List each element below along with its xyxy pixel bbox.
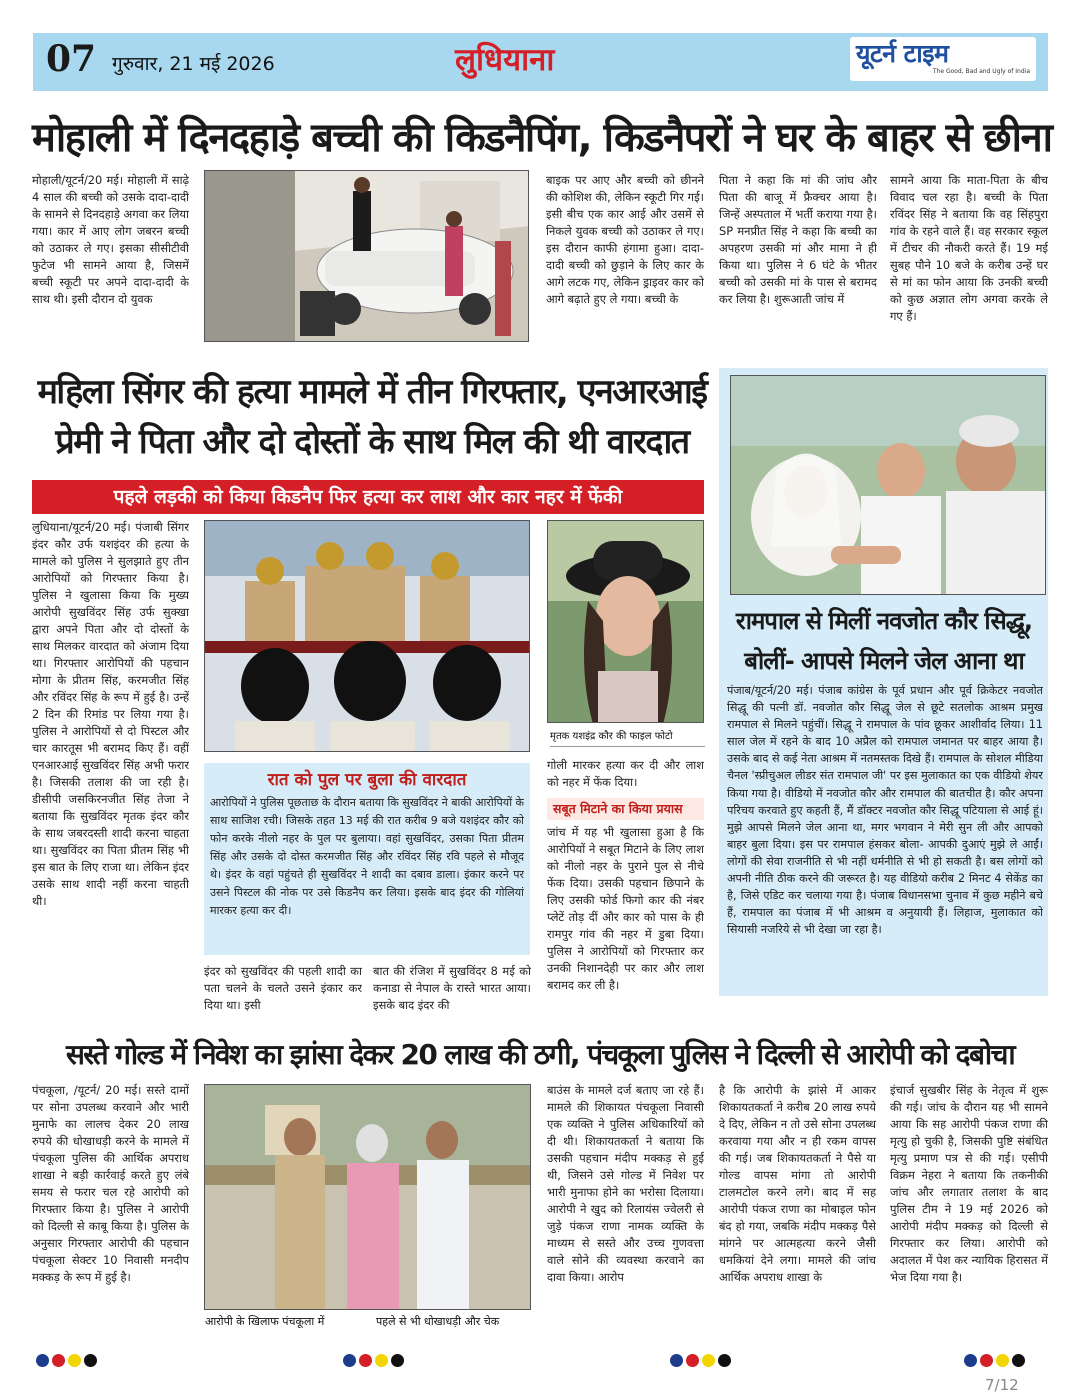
registration-dot — [84, 1354, 97, 1367]
story3-text: पंजाब/यूटर्न/20 मई। पंजाब कांग्रेस के पूर्व प्रधान और पूर्व क्रिकेटर नवजोत सिद्धू की पत्नी डॉ. नवजोत कौर सिद्धू जेल से छूटे सतलोक आश्रम प्रमुख रामपाल से मिलने पहुंचीं। सिद्धू ने रामपाल के पांव छूकर आशीर्वाद लिया। 11 साल जेल में रहने के बाद 10 अप्रैल को रामपाल जमानत पर बाहर आया है। उसके बाद से कई नेता आश्रम में नतमस्तक दिखे हैं। रामपाल के सोशल मीडिया चैनल 'स्प्रीचुअल लीडर संत रामपाल जी' पर इस मुलाकात का एक वीडियो शेयर किया गया है। वीडियो में नवजोत कौर और रामपाल की बातचीत है। कौर अपना परिचय करवाते हुए कहती हैं, मैं डॉक्टर नवजोत कौर सिद्धू पटियाला से आई हूं। मुझे आपसे मिलने जेल आना था, मगर भगवान ने मेरी सुन ली और आपको बाहर बुला दिया। इस पर रामपाल हंसकर बोला- आपकी दुआएं मुझे ले आईं। लोगों की सेवा राजनीति से भी नहीं धर्मनीति से भी हो सकती है। बस लोगों को अपनी नीति ठीक करने की जरूरत है। यह वीडियो करीब 2 मिनट 4 सेकेंड का है, जिसे एडिट कर चलाया गया है। पंजाब विधानसभा चुनाव में कुछ महीने बचे हैं, रामपाल का पंजाब में भी आश्रम व अनुयायी हैं। लिहाज, मुलाकात को सियासी नजरिये से भी देखा जा रहा है। — [727, 684, 1043, 937]
registration-dot — [68, 1354, 81, 1367]
registration-marks-2 — [343, 1352, 407, 1371]
story3-photo — [730, 375, 1046, 595]
story2-bottom-col2: बात की रंजिश में सुखविंदर 8 मई को कनाडा से नेपाल के रास्ते भारत आया। इसके बाद इंदर की — [373, 964, 531, 1012]
story4-headline: सस्ते गोल्ड में निवेश का झांसा देकर 20 लाख की ठगी, पंचकूला पुलिस ने दिल्ली से आरोपी को दबोचा — [65, 1038, 1015, 1071]
story2-headline-line2: प्रेमी ने पिता और दो दोस्तों के साथ मिल की थी वारदात — [55, 422, 689, 462]
story1-col2: बाइक पर आए और बच्ची को छीनने की कोशिश की, लेकिन स्कूटी गिर गई। इसी बीच एक कार आई और उसमें से निकले युवक बच्ची को उठाकर ले गए। इस दौरान काफी हंगामा हुआ। दादा-दादी बच्ची को छुड़ाने के लिए कार के आगे लटक गए, लेकिन ड्राइवर कार को आगे बढ़ाते हुए ले गया। बच्ची के — [546, 173, 704, 306]
story1-col4: सामने आया कि माता-पिता के बीच विवाद चल रहा है। बच्ची के पिता रविंदर सिंह ने बताया कि वह सिंहपुरा गांव के रहने वाले हैं। वह सरकार स्कूल में टीचर की नौकरी करते हैं। 19 मई सुबह पौने 10 बजे के करीब उन्हें घर से मां का फोन आया कि उनकी बच्ची को कुछ अज्ञात लोग अगवा करके ले गए हैं। — [890, 173, 1048, 323]
story2-sub-title: सबूत मिटाने का किया प्रयास — [547, 798, 704, 820]
page-number: 07 — [46, 38, 97, 80]
registration-dot — [1012, 1354, 1025, 1367]
story1-col3: पिता ने कहा कि मां की जांघ और पिता की बाजू में फ्रैक्चर आया है। जिन्हें अस्पताल में भर्ती कराया गया है। SP मनप्रीत सिंह ने कहा कि बच्ची का अपहरण उसकी मां और मामा ने ही किया था। पुलिस ने 6 घंटे के भीतर बच्ची को उसकी मां के पास से बरामद कर लिया है। शुरूआती जांच में — [719, 173, 877, 306]
story4-arrest-photo — [204, 1084, 531, 1310]
registration-dot — [343, 1354, 356, 1367]
registration-marks-4 — [964, 1352, 1028, 1371]
story3-headline-line1: रामपाल से मिलीं नवजोत कौर सिद्धू, — [735, 607, 1033, 635]
story2-headline-line1: महिला सिंगर की हत्या मामले में तीन गिरफ्तार, एनआरआई — [37, 372, 707, 412]
story2-victim-photo — [547, 520, 704, 723]
story2-strap: पहले लड़की को किया किडनैप फिर हत्या कर लाश और कार नहर में फेंकी — [32, 480, 704, 514]
story2-box-title: रात को पुल पर बुला की वारदात — [267, 770, 467, 790]
registration-marks-3 — [670, 1352, 734, 1371]
story4-col4: इंचार्ज सुखबीर सिंह के नेतृत्व में शुरू की गई। जांच के दौरान यह भी सामने आया कि सह आरोपी पंकज राणा की मृत्यु हो चुकी है, जिसकी पुष्टि संबंधित मृत्यु प्रमाण पत्र से की गई। एसीपी विक्रम नेहरा ने बताया कि तकनीकी जांच और लगातार तलाश के बाद पुलिस टीम ने 19 मई 2026 को आरोपी मंदीप मक्कड़ को दिल्ली से गिरफ्तार कर लिया। आरोपी को अदालत में पेश कर न्यायिक हिरासत में भेज दिया गया है। — [890, 1083, 1048, 1284]
story4-col2: बाउंस के मामले दर्ज बताए जा रहे हैं। मामले की शिकायत पंचकूला निवासी एक व्यक्ति ने पुलिस अधिकारियों को दी थी। शिकायतकर्ता ने बताया कि उसकी पहचान मंदीप मक्कड़ से हुई थी, जिसने उसे गोल्ड में निवेश पर भारी मुनाफा होने का भरोसा दिलाया। आरोपी ने खुद को रिलायंस ज्वेलरी से जुड़े पंकज राणा नामक व्यक्ति के माध्यम से सस्ते और उच्च गुणवत्ता वाले सोने की व्यवस्था करवाने का दावा किया। आरोप — [547, 1083, 704, 1284]
story4-col3: है कि आरोपी के झांसे में आकर शिकायतकर्ता ने करीब 20 लाख रुपये दे दिए, लेकिन न तो उसे सोना उपलब्ध करवाया गया और न ही रकम वापस की गई। जब शिकायतकर्ता ने पैसे या गोल्ड वापस मांगा तो आरोपी टालमटोल करने लगे। बाद में सह आरोपी पंकज राणा का मोबाइल फोन बंद हो गया, जबकि मंदीप मक्कड़ पैसे मांगने पर आत्महत्या करने जैसी धमकियां देने लगा। मामले की जांच आर्थिक अपराध शाखा के — [719, 1083, 876, 1284]
page-indicator: 7/12 — [985, 1376, 1019, 1393]
story3-headline-line2: बोलीं- आपसे मिलने जेल आना था — [744, 647, 1024, 675]
registration-dot — [36, 1354, 49, 1367]
registration-dot — [686, 1354, 699, 1367]
registration-dot — [964, 1354, 977, 1367]
registration-dot — [52, 1354, 65, 1367]
registration-dot — [391, 1354, 404, 1367]
registration-dot — [980, 1354, 993, 1367]
story1-col1: मोहाली/यूटर्न/20 मई। मोहाली में साढ़े 4 साल की बच्ची को उसके दादा-दादी के सामने से दिनदहाड़े अगवा कर लिया गया। कार में आए लोग जबरन बच्ची को उठाकर ले गए। इसका सीसीटीवी फुटेज भी सामने आया है, जिसमें बच्ची स्कूटी पर अपने दादा-दादी के साथ थी। इसी दौरान दो युवक — [32, 173, 189, 306]
story2-bottom-col1: इंदर को सुखविंदर की पहली शादी का पता चलने के चलते उसने इंकार कर दिया था। इसी — [204, 964, 362, 1012]
registration-dot — [996, 1354, 1009, 1367]
story4-under-photo-1: आरोपी के खिलाफ पंचकूला में — [205, 1315, 325, 1328]
victim-photo-caption: मृतक यशइंद्र कौर की फाइल फोटो — [550, 728, 705, 747]
registration-dot — [702, 1354, 715, 1367]
story1-cctv-photo — [204, 170, 529, 342]
registration-dot — [375, 1354, 388, 1367]
brand-name: यूटर्न टाइम — [856, 39, 949, 68]
story4-under-photo-2: पहले से भी धोखाधड़ी और चेक — [376, 1315, 500, 1328]
story4-col1: पंचकूला, /यूटर्न/ 20 मई। सस्ते दामों पर सोना उपलब्ध करवाने और भारी मुनाफे का लालच देकर 20 लाख रुपये की धोखाधड़ी करने के मामले में पंचकूला पुलिस की आर्थिक अपराध शाखा ने बड़ी कार्रवाई करते हुए लंबे समय से फरार चल रहे आरोपी को गिरफ्तार किया है। पुलिस ने आरोपी को दिल्ली से काबू किया है। पुलिस के अनुसार गिरफ्तार आरोपी की पहचान पंचकूला सेक्टर 10 निवासी मनदीप मक्कड़ के रूप में हुई है। — [32, 1083, 189, 1284]
brand-tagline: The Good, Bad and Ugly of India — [932, 68, 1030, 75]
brand-logo — [850, 37, 1036, 81]
story2-box — [204, 763, 530, 955]
registration-dot — [718, 1354, 731, 1367]
registration-dot — [359, 1354, 372, 1367]
story2-sub-text: जांच में यह भी खुलासा हुआ है कि आरोपियों ने सबूत मिटाने के लिए लाश को नीलो नहर के पुराने पुल से नीचे फेंक दिया। उसकी पहचान छिपाने के लिए उसकी फोर्ड फिगो कार की नंबर प्लेटें तोड़ दीं और कार को पास के ही रामपुर गांव की नहर में डुबा दिया। पुलिस ने आरोपियों को गिरफ्तार कर उनकी निशानदेही पर कार और लाश बरामद कर ली है। — [547, 825, 704, 992]
registration-marks-1 — [36, 1352, 100, 1371]
issue-date: गुरुवार, 21 मई 2026 — [112, 53, 275, 75]
story2-box-text: आरोपियों ने पुलिस पूछताछ के दौरान बताया कि सुखविंदर ने बाकी आरोपियों के साथ साजिश रची। जिसके तहत 13 मई की रात करीब 9 बजे यशइंदर कौर को फोन करके नीलो नहर के पुल पर बुलाया। वहां सुखविंदर, उसका पिता प्रीतम सिंह और उसके दो दोस्त करमजीत सिंह और रविंदर सिंह रवि पहले से मौजूद थे। इंदर के वहां पहुंचते ही सुखविंदर ने शादी का दबाव डाला। इंकार करने पर उसने पिस्टल की नोक पर उसे किडनैप कर लिया। इसके बाद इंदर की गोलियां मारकर हत्या कर दी। — [210, 796, 524, 917]
city-section-title: लुधियाना — [455, 42, 555, 78]
story2-after-caption: गोली मारकर हत्या कर दी और लाश को नहर में फेंक दिया। — [547, 758, 704, 789]
story2-col1: लुधियाना/यूटर्न/20 मई। पंजाबी सिंगर इंदर कौर उर्फ यशइंदर की हत्या के मामले को पुलिस ने सुलझाते हुए तीन आरोपियों को गिरफ्तार किया है। पुलिस ने खुलासा किया कि मुख्य आरोपी सुखविंदर सिंह उर्फ सुक्खा द्वारा अपने पिता और दो दोस्तों के साथ मिलकर वारदात को अंजाम दिया था। गिरफ्तार आरोपियों की पहचान मोगा के प्रीतम सिंह, करमजीत सिंह और रविंदर सिंह के रूप में हुई है। उन्हें 2 दिन की रिमांड पर लिया गया है। पुलिस ने आरोपियों से दो पिस्टल और चार कारतूस भी बरामद किए हैं। वहीं एनआरआई सुखविंदर सिंह अभी फरार है। जिसकी तलाश की जा रही है। डीसीपी जसकिरनजीत सिंह तेजा ने बताया कि सुखविंदर मृतक इंदर कौर के साथ जबरदस्ती शादी करना चाहता था। सुखविंदर का पिता प्रीतम सिंह भी इस बात के लिए राजा था। लेकिन इंदर उसके साथ शादी नहीं करना चाहती थी। — [32, 520, 189, 908]
registration-dot — [670, 1354, 683, 1367]
story1-headline: मोहाली में दिनदहाड़े बच्ची की किडनैपिंग, किडनैपरों ने घर के बाहर से छीना — [32, 115, 1052, 161]
story2-police-photo — [204, 520, 530, 752]
